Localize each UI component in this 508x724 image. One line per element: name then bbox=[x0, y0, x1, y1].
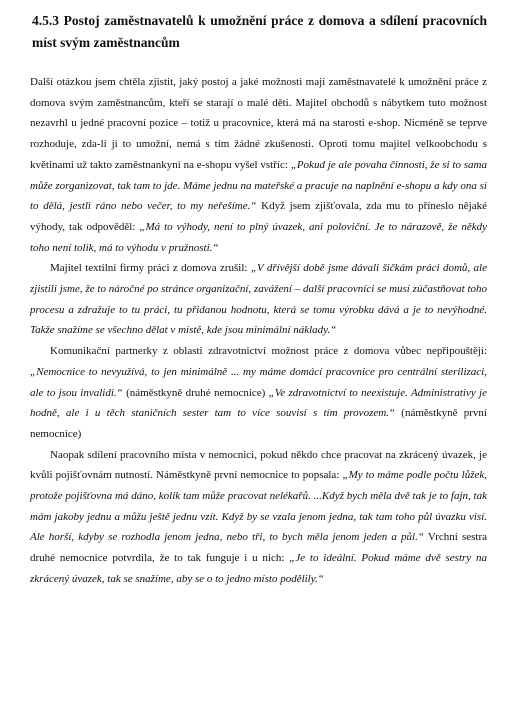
paragraph-text: Majitel textilní firmy práci z domova zrušil: bbox=[50, 262, 251, 275]
paragraph-text: Vrchní sestra druhé nemocnice potvrdila, že to tak funguje i u nich: bbox=[30, 531, 487, 565]
body-paragraph bbox=[30, 72, 487, 258]
paragraph-text: Komunikační partnerky z oblasti zdravotnictví možnost práce z domova vůbec nepřipouštějí: bbox=[50, 345, 487, 358]
paragraph-text: Když jsem zjišťovala, zda mu to přineslo nějaké výhody, tak odpověděl: bbox=[30, 200, 487, 233]
body-paragraph bbox=[30, 445, 487, 590]
quotation-text: „Je to ideální. Pokud máme dvě sestry na zkrácený úvazek, tak se snažíme, aby se o to jedno místo podělily.“ bbox=[30, 552, 487, 585]
paragraph-text: (náměstkyně druhé nemocnice) bbox=[122, 386, 269, 399]
quotation-text: „Pokud je ale povaha činnosti, že si to sama může zorganizovat, tak tam to jde. Máme jednu na mateřské a pracuje na naplnění e-shopu a kdy ona si to dělá, jestli ráno nebo večer, to my neřešíme.“ bbox=[30, 158, 487, 213]
quotation-text: „V dřívější době jsme dávali šičkám práci domů, ale zjistili jsme, že to náročné po stránce organizační, zavážení – další pracovníci se musí zúčastňovat toho procesu a zdražuje to tu práci, tu přidanou hodnotu, která se tomu výrobku dává a je to nevýhodné. Takže snažíme se všechno dělat v místě, kde jsou minimální náklady.“ bbox=[30, 262, 487, 337]
quotation-text: „Má to výhody, není to plný úvazek, ani poloviční. Je to nárazově, že někdy toho není tolik, má to výhodu v pružnosti.“ bbox=[30, 220, 487, 254]
quotation-text: „Nemocnice to nevyužívá, to jen minimálně ... my máme domácí pracovnice pro centrální sterilizaci, ale to jsou invalidi.“ bbox=[30, 365, 487, 399]
quotation-text: „Ve zdravotnictví to neexistuje. Administrativy je hodně, ale i u těch staničních sester tam to více souvisí s tím provozem.“ bbox=[30, 386, 487, 420]
body-paragraph bbox=[30, 258, 487, 341]
paragraph-text: (náměstkyně první nemocnice) bbox=[30, 407, 487, 440]
section-heading: 4.5.3 Postoj zaměstnavatelů k umožnění práce z domova a sdílení pracovních míst svým zaměstnancům bbox=[32, 13, 487, 50]
paragraph-text: Další otázkou jsem chtěla zjistit, jaký postoj a jaké možnosti mají zaměstnavatelé k umožnění práce z domova svým zaměstnancům, kteří se starají o malé děti. Majitel obchodů s nábytkem tuto možnost nezavrhl u jedné pracovní pozice – totiž u pracovnice, která má na starosti e-shop. Nicméně se teprve rozhoduje, zda-li jí to umožní, nemá s tím žádné zkušenosti. Oproti tomu majitel velkoobchodu s květinami už takto zaměstnankyni na e-shopu vyšel vstříc: bbox=[30, 76, 487, 171]
document-body bbox=[30, 72, 487, 590]
quotation-text: „My to máme podle počtu lůžek, protože pojišťovna má dáno, kolik tam může pracovat nelékařů. ...Když bych měla dvě tak je to fajn, tak mám jakoby jednu a můžu ještě jednu vzít. Když by se vzala jenom jedna, tak tam toho půl úvazku visí. Ale horší, kdyby se rozhodla jenom jedna, nebo tři, to bych měla jenom jeden a půl.“ bbox=[30, 469, 488, 544]
paragraph-text: Naopak sdílení pracovního místa v nemocnici, pokud někdo chce pracovat na zkrácený úvazek, je kvůli pojišťovnám nutností. Náměstkyně první nemocnice to popsala: bbox=[30, 448, 487, 482]
body-paragraph bbox=[30, 341, 487, 445]
